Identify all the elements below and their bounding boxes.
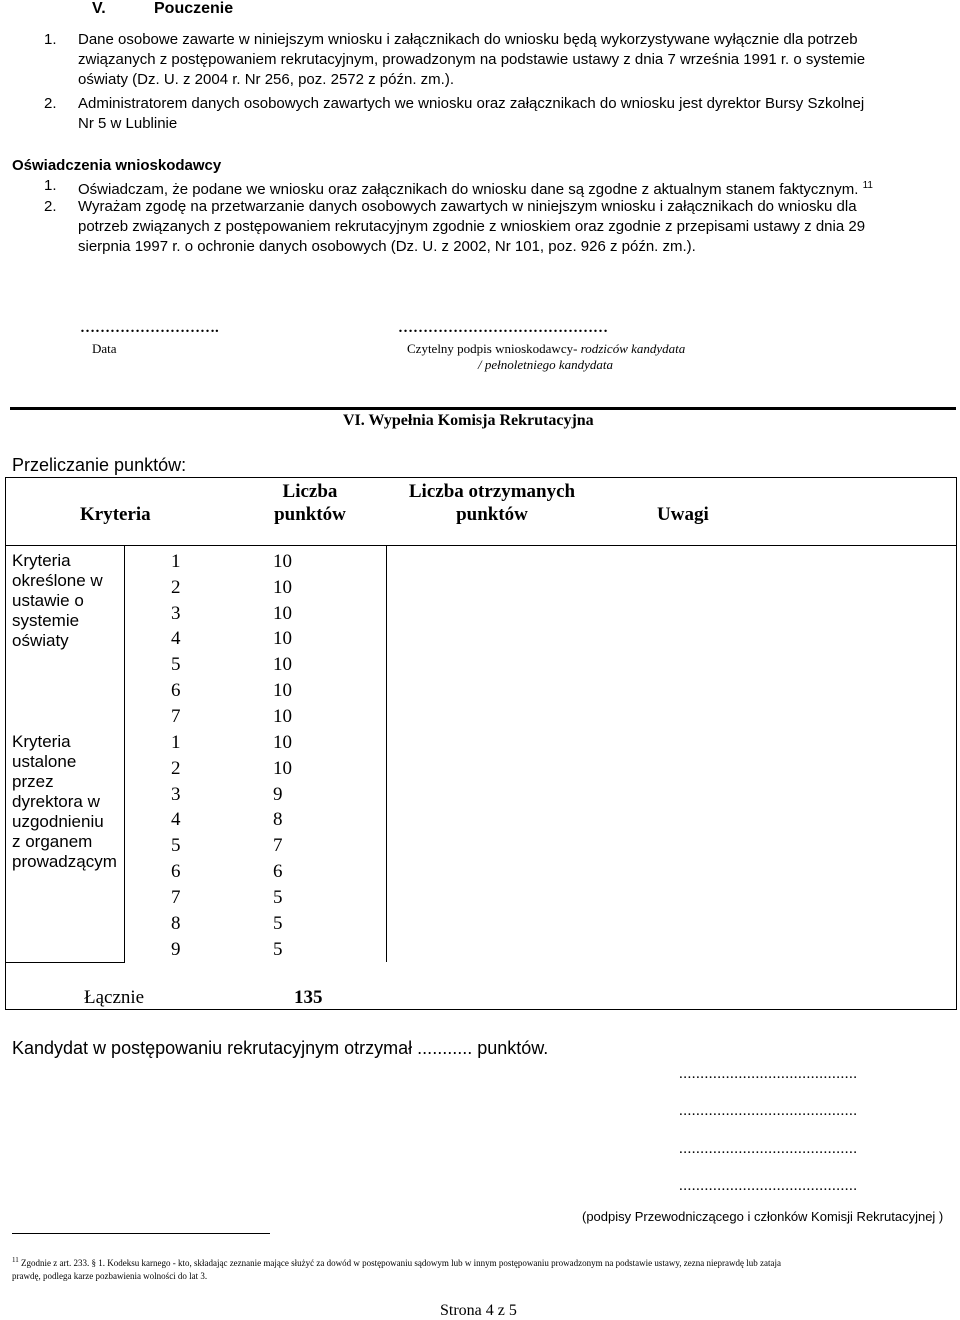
criteria-row-points: 5 [273, 887, 283, 908]
criteria-group-statutory: Kryteria określone w ustawie o systemie oświaty [12, 551, 103, 650]
criteria-row-points: 10 [273, 732, 292, 753]
criteria-row-points: 5 [273, 913, 283, 934]
section-divider [10, 407, 956, 410]
criteria-row-points: 7 [273, 835, 283, 856]
section-6-title: VI. Wypełnia Komisja Rekrutacyjna [343, 412, 594, 429]
criteria-row-number: 1 [171, 551, 181, 572]
column-header-notes: Uwagi [657, 504, 709, 525]
criteria-group-director: Kryteria ustalone przez dyrektora w uzgodnieniu z organem prowadzącym [12, 732, 117, 871]
criteria-row-number: 3 [171, 784, 181, 805]
criteria-row-points: 10 [273, 758, 292, 779]
total-label: Łącznie [84, 987, 145, 1008]
criteria-row-points: 10 [273, 551, 292, 572]
criteria-row-number: 3 [171, 603, 181, 624]
criteria-row-number: 7 [171, 706, 181, 727]
criteria-row-points: 8 [273, 809, 283, 830]
criteria-row-number: 2 [171, 577, 181, 598]
criteria-row-number: 4 [171, 809, 181, 830]
criteria-row-number: 5 [171, 835, 181, 856]
criteria-row-number: 1 [171, 732, 181, 753]
applicant-signature-label-line2: / pełnoletniego kandydata [478, 357, 614, 372]
criteria-row-points: 10 [273, 577, 292, 598]
criteria-row-number: 4 [171, 628, 181, 649]
pouczenie-item-2: 2. Administratorem danych osobowych zawartych we wniosku oraz załącznikach do wniosku jest dyrektor Bursy Szkolnej Nr 5 w Lublinie [44, 94, 956, 134]
criteria-row-number: 8 [171, 913, 181, 934]
criteria-row-points: 10 [273, 680, 292, 701]
pouczenie-item-1-text: Dane osobowe zawarte w niniejszym wniosku i załącznikach do wniosku będą wykorzystywane wyłącznie dla potrzeb związanych z postępowaniem rekrutacyjnym, prowadzonym na podstawie ustawy z dnia 7 września 1991 r. o systemie oświaty (Dz. U. z 2004 r. Nr 256, poz. 2572 z późn. zm.). [78, 31, 866, 88]
criteria-row-points: 9 [273, 784, 283, 805]
criteria-row-points: 10 [273, 628, 292, 649]
declarations-heading: Oświadczenia wnioskodawcy [12, 157, 222, 174]
declaration-item-2: 2. Wyrażam zgodę na przetwarzanie danych osobowych zawartych w niniejszym wniosku i załącznikach do wniosku dla potrzeb związanych z postępowaniem rekrutacyjnym zgodnie z wnioskiem oraz zgodnie z przepisami ustawy z dnia 29 sierpnia 1997 r. o ochronie danych osobowych (Dz. U. z 2002, Nr 101, poz. 926 z późn. zm.). [44, 197, 956, 257]
footnote-separator [12, 1233, 270, 1234]
pouczenie-item-2-text: Administratorem danych osobowych zawartych we wniosku oraz załącznikach do wniosku jest dyrektor Bursy Szkolnej Nr 5 w Lublinie [78, 95, 865, 132]
column-header-points: Liczba punktów [274, 481, 346, 525]
criteria-row-number: 6 [171, 680, 181, 701]
date-label: Data [92, 341, 117, 356]
declaration-item-2-text: Wyrażam zgodę na przetwarzanie danych osobowych zawartych w niniejszym wniosku i załącznikach do wniosku dla potrzeb związanych z postępowaniem rekrutacyjnym zgodnie z wnioskiem oraz zgodnie z przepisami ustawy z dnia 29 sierpnia 1997 r. o ochronie danych osobowych (Dz. U. z 2002, Nr 101, poz. 926 z późn. zm.). [78, 198, 866, 255]
result-statement: Kandydat w postępowaniu rekrutacyjnym otrzymał ........... punktów. [12, 1038, 549, 1058]
committee-signature-line[interactable]: .......................................... [679, 1141, 858, 1157]
criteria-row-points: 10 [273, 603, 292, 624]
pouczenie-item-1: 1. Dane osobowe zawarte w niniejszym wniosku i załącznikach do wniosku będą wykorzystywane wyłącznie dla potrzeb związanych z postępowaniem rekrutacyjnym, prowadzonym na podstawie ustawy z dnia 7 września 1991 r. o systemie oświaty (Dz. U. z 2004 r. Nr 256, poz. 2572 z późn. zm.). [44, 30, 956, 90]
criteria-row-number: 6 [171, 861, 181, 882]
committee-signature-line[interactable]: .......................................... [679, 1103, 858, 1119]
criteria-row-points: 10 [273, 654, 292, 675]
criteria-row-points: 10 [273, 706, 292, 727]
committee-signature-line[interactable]: .......................................... [679, 1066, 858, 1082]
total-value: 135 [294, 987, 323, 1008]
committee-signature-label: (podpisy Przewodniczącego i członków Komisji Rekrutacyjnej ) [582, 1209, 944, 1224]
points-heading: Przeliczanie punktów: [12, 455, 187, 475]
criteria-row-points: 6 [273, 861, 283, 882]
section-title: Pouczenie [154, 0, 234, 17]
committee-signature-line[interactable]: .......................................... [679, 1178, 858, 1194]
applicant-signature-line[interactable]: …………………………………… [398, 320, 608, 336]
footnote: $^{11}$ Zgodnie z art. 233. § 1. Kodeksu karnego - kto, składając zeznanie mające służyć za dowód w postępowaniu sądowym lub w innym postępowaniu prowadzonym na podstawie ustawy, zezna nieprawdę lub zataja prawdę, podlega karze pozbawienia wolności do lat 3. [12, 1256, 781, 1281]
page-number: Strona 4 z 5 [440, 1302, 517, 1319]
declaration-item-1: 1. Oświadczam, że podane we wniosku oraz załącznikach do wniosku dane są zgodne z aktualnym stanem faktycznym. $^{11}$ [44, 177, 873, 198]
applicant-signature-label: Czytelny podpis wnioskodawcy- rodziców kandydata [407, 341, 686, 356]
criteria-row-number: 9 [171, 939, 181, 960]
criteria-row-number: 7 [171, 887, 181, 908]
criteria-row-number: 2 [171, 758, 181, 779]
footnote-reference[interactable]: 11 [862, 180, 873, 191]
criteria-row-points: 5 [273, 939, 283, 960]
section-number: V. [92, 0, 106, 17]
column-header-kryteria: Kryteria [80, 504, 151, 525]
date-signature-line[interactable]: ………………………. [80, 320, 219, 336]
criteria-row-number: 5 [171, 654, 181, 675]
column-header-received-points: Liczba otrzymanych punktów [408, 481, 576, 525]
